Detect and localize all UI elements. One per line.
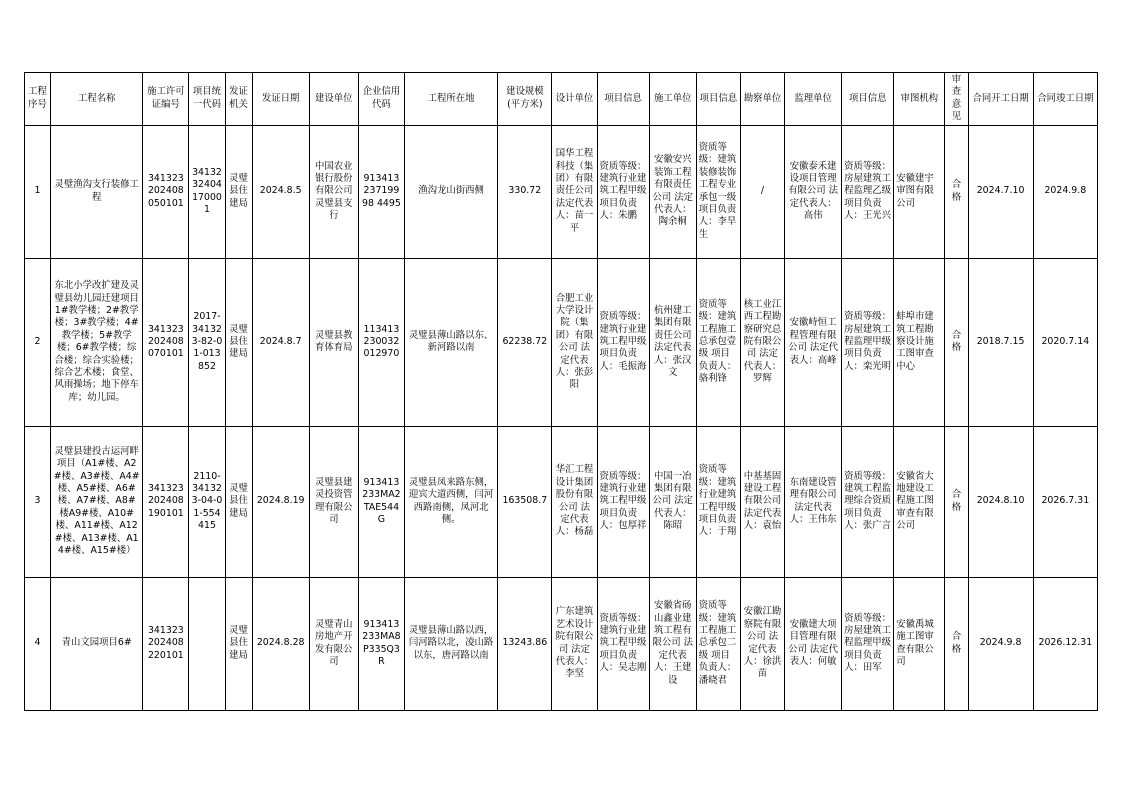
table-cell: 资质等级：建筑行业建筑工程甲级 项目负责人：朱鹏: [597, 125, 649, 258]
table-cell: 合格: [945, 426, 968, 577]
table-cell: 东南建设管理有限公司 法定代表人：王伟东: [785, 426, 842, 577]
column-header: 项目信息: [597, 73, 649, 126]
table-cell: 资质等级：建筑工程施工总承包壹级 项目负责人：骆利锋: [696, 258, 740, 426]
column-header: 合同竣工日期: [1033, 73, 1097, 126]
column-header: 审查意见: [945, 73, 968, 126]
column-header: 合同开工日期: [968, 73, 1033, 126]
table-cell: 灵璧县凤来路东侧，迎宾大道西侧，闫河西路南侧，凤河北侧。: [405, 426, 498, 577]
header-row: [25, 73, 1098, 126]
column-header: 监理单位: [785, 73, 842, 126]
table-cell: 灵璧渔沟支行装修工程: [51, 125, 143, 258]
table-row: [25, 577, 1098, 710]
column-header: 工程所在地: [405, 73, 498, 126]
table-cell: 资质等级：建筑工程施工总承包二级 项目负责人：潘晓君: [696, 577, 740, 710]
table-cell: 国华工程科技（集团）有限责任公司 法定代表人：苗一平: [552, 125, 597, 258]
table-cell: 3: [25, 426, 51, 577]
table-cell: 灵璧县薄山路以东、新河路以南: [405, 258, 498, 426]
table-cell: 163508.7: [498, 426, 552, 577]
table-cell: 913413233MA8P335Q3R: [358, 577, 404, 710]
table-cell: 灵璧青山房地产开发有限公司: [309, 577, 358, 710]
column-header: 工程名称: [51, 73, 143, 126]
table-cell: 资质等级：建筑行业建筑工程甲级 项目负责人：于翔: [696, 426, 740, 577]
table-cell: 华汇工程设计集团股份有限公司 法定代表人：杨磊: [552, 426, 597, 577]
permit-table: [24, 72, 1098, 711]
table-cell: 安徽峙恒工程管理有限公司 法定代表人：高峰: [785, 258, 842, 426]
column-header: 勘察单位: [740, 73, 784, 126]
table-cell: 广东建筑艺术设计院有限公司 法定代表人：李坚: [552, 577, 597, 710]
table-cell: 灵璧县住建局: [225, 125, 252, 258]
column-header: 工程序号: [25, 73, 51, 126]
table-cell: 合格: [945, 577, 968, 710]
table-cell: 安徽禹城施工图审查有限公司: [894, 577, 945, 710]
table-cell: 灵璧县住建局: [225, 258, 252, 426]
column-header: 企业信用代码: [358, 73, 404, 126]
column-header: 施工许可证编号: [143, 73, 189, 126]
table-cell: 2024.9.8: [1033, 125, 1097, 258]
table-cell: 安徽建宇审图有限公司: [894, 125, 945, 258]
table-cell: 341323202408220101: [143, 577, 189, 710]
table-cell: 2024.9.8: [968, 577, 1033, 710]
table-cell: 341323240417000 1: [189, 125, 225, 258]
table-cell: 资质等级：房屋建筑工程监理甲级 项目负责人：栾光明: [842, 258, 894, 426]
table-cell: 安徽省大地建设工程施工图审查有限公司: [894, 426, 945, 577]
table-cell: 2024.8.28: [252, 577, 309, 710]
table-cell: 913413233MA2TAE544G: [358, 426, 404, 577]
table-cell: [189, 577, 225, 710]
table-cell: 330.72: [498, 125, 552, 258]
column-header: 项目统一代码: [189, 73, 225, 126]
column-header: 施工单位: [649, 73, 696, 126]
table-cell: 2024.8.7: [252, 258, 309, 426]
table-cell: 中国农业银行股份有限公司灵璧县支行: [309, 125, 358, 258]
table-cell: 灵璧县建灵投资管理有限公司: [309, 426, 358, 577]
table-cell: 青山文园项目6#: [51, 577, 143, 710]
table-cell: 资质等级：建筑工程监理综合资质 项目负责人：张广言: [842, 426, 894, 577]
table-cell: 1: [25, 125, 51, 258]
table-row: [25, 426, 1098, 577]
table-cell: 113413230032012970: [358, 258, 404, 426]
table-row: [25, 125, 1098, 258]
table-cell: 蚌埠市建筑工程勘察设计施工图审查中心: [894, 258, 945, 426]
table-cell: 资质等级：建筑装修装饰工程专业承包一级 项目负责人：李旱生: [696, 125, 740, 258]
table-cell: 安徽建大项目管理有限公司 法定代表人：何敏: [785, 577, 842, 710]
table-cell: 杭州建工集团有限责任公司 法定代表人：张汉文: [649, 258, 696, 426]
column-header: 发证日期: [252, 73, 309, 126]
table-cell: 13243.86: [498, 577, 552, 710]
table-cell: 2024.8.10: [968, 426, 1033, 577]
table-cell: 中基基固建设工程有限公司 法定代表人：袁怡: [740, 426, 784, 577]
column-header: 项目信息: [842, 73, 894, 126]
table-cell: 2: [25, 258, 51, 426]
column-header: 建设规模(平方米): [498, 73, 552, 126]
table-cell: 341323202408070101: [143, 258, 189, 426]
column-header: 建设单位: [309, 73, 358, 126]
table-cell: 中国一冶集团有限公司 法定代表人：陈昭: [649, 426, 696, 577]
column-header: 项目信息: [696, 73, 740, 126]
table-cell: 安徽省砀山鑫业建筑工程有限公司 法定代表人：王建设: [649, 577, 696, 710]
table-cell: 合格: [945, 258, 968, 426]
table-cell: 2026.7.31: [1033, 426, 1097, 577]
table-cell: 2024.8.5: [252, 125, 309, 258]
table-cell: 341323202408190101: [143, 426, 189, 577]
table-cell: 安徽泰禾建设项目管理有限公司 法定代表人：高伟: [785, 125, 842, 258]
table-cell: 安徽江勘察院有限公司 法定代表人：徐洪苗: [740, 577, 784, 710]
table-cell: 合格: [945, 125, 968, 258]
column-header: 设计单位: [552, 73, 597, 126]
table-cell: 2024.8.19: [252, 426, 309, 577]
table-cell: 341323202408050101: [143, 125, 189, 258]
table-cell: 资质等级：建筑行业建筑工程甲级 项目负责人：包厚祥: [597, 426, 649, 577]
table-cell: 2024.7.10: [968, 125, 1033, 258]
table-cell: 2110-341323-04-01-554415: [189, 426, 225, 577]
table-cell: 62238.72: [498, 258, 552, 426]
table-cell: 91341323719998 4495: [358, 125, 404, 258]
table-cell: 灵璧县建投古运河畔项目（A1#楼、A2#楼、A3#楼、A4#楼、A5#楼、A6#楼、A7#楼、A8#楼A9#楼、A10#楼、A11#楼、A12#楼、A13#楼、A14#楼、A15#楼）: [51, 426, 143, 577]
table-cell: 合肥工业大学设计院（集团）有限公司 法定代表人：张彭阳: [552, 258, 597, 426]
table-cell: 安徽安兴装饰工程有限责任公司 法定代表人：陶余桐: [649, 125, 696, 258]
table-cell: 2017-341323-82-01-013852: [189, 258, 225, 426]
table-cell: 灵璧县住建局: [225, 426, 252, 577]
table-row: [25, 258, 1098, 426]
table-cell: 灵璧县住建局: [225, 577, 252, 710]
table-cell: 4: [25, 577, 51, 710]
table-cell: 渔沟龙山街西侧: [405, 125, 498, 258]
table-cell: 灵璧县薄山路以西，闫河路以北，凌山路以东，唐河路以南: [405, 577, 498, 710]
column-header: 发证机关: [225, 73, 252, 126]
table-cell: 2020.7.14: [1033, 258, 1097, 426]
table-cell: 东北小学改扩建及灵璧县幼儿园迁建项目1#教学楼；2#教学楼；3#教学楼；4#教学楼；5#教学楼；6#教学楼；综合楼；综合实验楼；综合艺术楼；食堂、风雨操场；地下停车库；幼儿园。: [51, 258, 143, 426]
table-cell: 资质等级：房屋建筑工程监理乙级 项目负责人：王光兴: [842, 125, 894, 258]
table-cell: 资质等级：房屋建筑工程监理甲级 项目负责人：田军: [842, 577, 894, 710]
table-cell: 2026.12.31: [1033, 577, 1097, 710]
table-cell: /: [740, 125, 784, 258]
table-cell: 2018.7.15: [968, 258, 1033, 426]
table-cell: 资质等级：建筑行业建筑工程甲级 项目负责人：毛振海: [597, 258, 649, 426]
table-cell: 灵璧县教育体育局: [309, 258, 358, 426]
table-cell: 核工业江西工程勘察研究总院有限公司 法定代表人：罗辉: [740, 258, 784, 426]
table-cell: 资质等级：建筑行业建筑工程甲级 项目负责人：吴志刚: [597, 577, 649, 710]
column-header: 审图机构: [894, 73, 945, 126]
